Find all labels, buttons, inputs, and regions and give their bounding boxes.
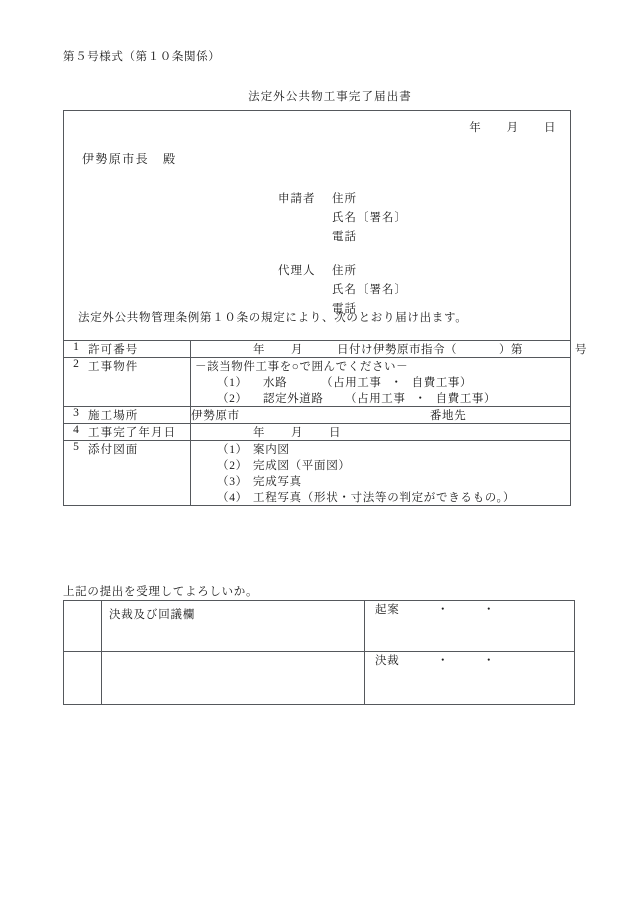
completion-day-label: 日 <box>329 427 341 439</box>
draft-row <box>365 601 574 617</box>
option-1-choice-a[interactable]: 占用工事 <box>333 377 382 389</box>
attachment-2-index: （2） <box>217 460 248 472</box>
applicant-address-row <box>278 190 407 209</box>
legal-statement: 法定外公共物管理条例第１０条の規定により、次のとおり届け出ます。 <box>78 312 468 324</box>
permit-dai-label: 第 <box>511 344 523 356</box>
agent-name-row <box>278 281 407 300</box>
option-2-separator: ・ <box>414 393 427 405</box>
permit-close-paren: ） <box>499 344 511 356</box>
option-2-name: 認定外道路 <box>263 393 324 405</box>
permit-open-paren: （ <box>445 344 457 356</box>
agent-name-label: 氏名〔署名〕 <box>332 284 407 296</box>
row-label-permit-number: 許可番号 <box>88 341 191 358</box>
option-1-choice-b[interactable]: 自費工事 <box>411 377 461 389</box>
applicant-phone-label: 電話 <box>332 231 357 243</box>
row-number-1: 1 <box>64 341 88 358</box>
date-month-label: 月 <box>506 122 519 134</box>
attachment-item-4 <box>191 489 570 505</box>
site-city-label: 伊勢原市 <box>191 410 240 422</box>
agent-address-label: 住所 <box>332 265 357 277</box>
object-option-uncertified-road[interactable] <box>191 390 570 406</box>
agent-address-row <box>278 262 407 281</box>
row-value-construction-site <box>191 407 571 424</box>
circle-instruction-note: －該当物件工事を○で囲んでください－ <box>195 361 409 373</box>
applicant-name-row <box>278 209 407 228</box>
option-2-index: （2） <box>217 393 248 405</box>
row-value-attached-drawings <box>191 441 571 506</box>
permit-gou-label: 号 <box>575 344 587 356</box>
row-number-5: 5 <box>64 441 88 506</box>
option-1-index: （1） <box>217 377 248 389</box>
date-year-label: 年 <box>469 122 482 134</box>
attachment-4-text: 工程写真（形状・寸法等の判定ができるもの。） <box>253 492 516 504</box>
decision-dot-2: ・ <box>483 655 496 667</box>
table-row <box>64 341 570 358</box>
completion-date-line <box>191 424 570 440</box>
table-row <box>64 358 570 407</box>
approval-circulation-cell-2[interactable] <box>102 652 365 705</box>
table-row <box>64 441 570 506</box>
option-1-separator: ・ <box>390 377 403 389</box>
table-row <box>64 424 570 441</box>
approval-stamp-cell-2[interactable] <box>64 652 102 705</box>
completion-month-label: 月 <box>291 427 303 439</box>
draft-label: 起案 <box>375 604 400 616</box>
row-value-construction-object <box>191 358 571 407</box>
table-row <box>64 652 575 705</box>
decision-row <box>365 652 574 668</box>
permit-number-line <box>191 341 587 357</box>
draft-dot-2: ・ <box>483 604 496 616</box>
row-number-2: 2 <box>64 358 88 407</box>
draft-dot-1: ・ <box>437 604 450 616</box>
attachment-item-3 <box>191 473 570 489</box>
row-value-permit-number <box>191 341 587 358</box>
submission-date-line <box>469 119 556 135</box>
agent-role-label: 代理人 <box>278 265 316 277</box>
table-row <box>64 601 575 652</box>
option-2-open-paren: （ <box>345 393 358 405</box>
row-label-construction-object: 工事物件 <box>88 358 191 407</box>
row-value-completion-date <box>191 424 571 441</box>
addressee-honorific: 殿 <box>163 152 177 166</box>
option-2-choice-b[interactable]: 自費工事 <box>435 393 485 405</box>
addressee <box>82 150 176 167</box>
applicant-phone-row <box>278 228 407 247</box>
approval-decision-cell[interactable] <box>365 652 575 705</box>
approval-column-header: 決裁及び回議欄 <box>109 609 196 621</box>
applicant-role-label: 申請者 <box>278 193 316 205</box>
document-title: 法定外公共物工事完了届出書 <box>248 91 412 103</box>
attachment-item-1 <box>191 441 570 457</box>
row-number-3: 3 <box>64 407 88 424</box>
table-row <box>64 407 570 424</box>
attachment-item-2 <box>191 457 570 473</box>
construction-site-line <box>191 407 570 423</box>
permit-day-prefix: 日付け伊勢原市指令 <box>337 344 445 356</box>
decision-label: 決裁 <box>375 655 400 667</box>
option-2-close-paren: ） <box>484 393 497 405</box>
date-day-label: 日 <box>544 122 556 134</box>
attachment-3-text: 完成写真 <box>253 476 302 488</box>
form-header-area <box>64 111 570 340</box>
option-1-name: 水路 <box>263 377 288 389</box>
receipt-question: 上記の提出を受理してよろしいか。 <box>63 586 259 598</box>
row-label-construction-site: 施工場所 <box>88 407 191 424</box>
approval-draft-cell[interactable] <box>365 601 575 652</box>
site-banchi-label: 番地先 <box>429 410 467 422</box>
form-number: 第５号様式（第１０条関係） <box>63 51 221 63</box>
applicant-block <box>278 190 407 247</box>
applicant-address-label: 住所 <box>332 193 357 205</box>
object-option-waterway[interactable] <box>191 374 570 390</box>
main-form-box <box>63 110 587 506</box>
option-1-close-paren: ） <box>460 377 473 389</box>
row-label-attached-drawings: 添付図面 <box>88 441 191 506</box>
agent-phone-label: 電話 <box>332 303 357 315</box>
decision-dot-1: ・ <box>437 655 450 667</box>
permit-month-label: 月 <box>291 344 303 356</box>
option-1-open-paren: （ <box>321 377 334 389</box>
attachment-1-index: （1） <box>217 444 248 456</box>
attachment-1-text: 案内図 <box>253 444 290 456</box>
approval-stamp-cell-1[interactable] <box>64 601 102 652</box>
option-2-choice-a[interactable]: 占用工事 <box>357 393 406 405</box>
permit-year-label: 年 <box>253 344 265 356</box>
addressee-name: 伊勢原市長 <box>82 152 150 166</box>
completion-year-label: 年 <box>253 427 265 439</box>
attachment-2-text: 完成図（平面図） <box>253 460 351 472</box>
row-number-4: 4 <box>64 424 88 441</box>
approval-circulation-cell-1[interactable] <box>102 601 365 652</box>
form-table <box>64 340 587 505</box>
attachment-3-index: （3） <box>217 476 248 488</box>
applicant-name-label: 氏名〔署名〕 <box>332 212 407 224</box>
attachment-4-index: （4） <box>217 492 248 504</box>
approval-table <box>63 600 575 705</box>
row-label-completion-date: 工事完了年月日 <box>88 424 191 441</box>
